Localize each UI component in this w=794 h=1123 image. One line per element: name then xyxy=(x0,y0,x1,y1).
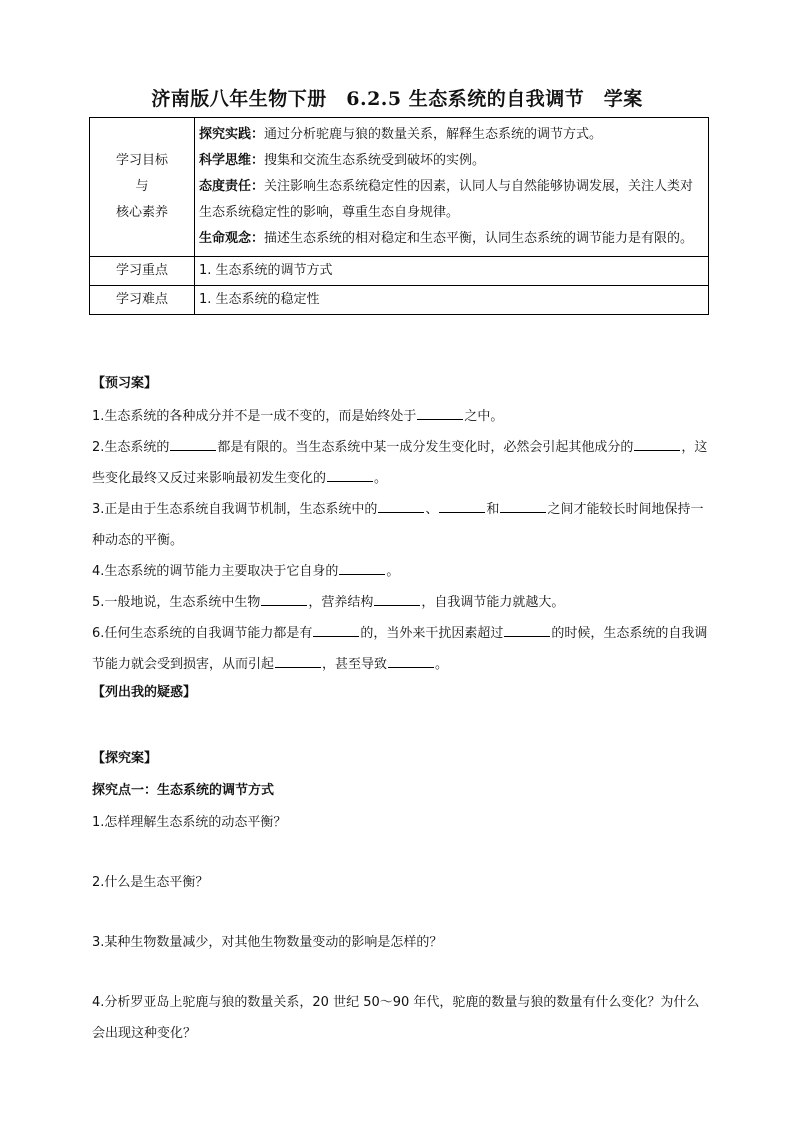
goals-label-line: 学习目标 xyxy=(115,153,168,168)
preview-section xyxy=(92,371,709,706)
answer-blank[interactable] xyxy=(275,653,321,668)
goals-table xyxy=(89,117,709,315)
preview-heading: 【预习案】 xyxy=(92,376,158,391)
goal-item: 探究实践：通过分析驼鹿与狼的数量关系，解释生态系统的调节方式。 xyxy=(199,127,603,142)
answer-blank[interactable] xyxy=(634,436,680,451)
goal-item: 科学思维：搜集和交流生态系统受到破坏的实例。 xyxy=(199,153,486,168)
preview-question: 4.生态系统的调节能力主要取决于它自身的 。 xyxy=(92,556,709,587)
answer-blank[interactable] xyxy=(500,498,546,513)
goals-content-cell xyxy=(195,118,709,257)
answer-blank[interactable] xyxy=(327,467,373,482)
explore-heading: 【探究案】 xyxy=(92,751,158,766)
goals-label-line: 核心素养 xyxy=(115,205,168,220)
goals-label-line: 与 xyxy=(135,179,149,194)
preview-question: 2.生态系统的 都是有限的。当生态系统中某一成分发生变化时，必然会引起其他成分的 ，这些变化最终又反过来影响最初发生变化的 。 xyxy=(92,432,709,494)
key-point-label: 学习重点 xyxy=(90,257,195,286)
explore-section xyxy=(92,746,709,1049)
answer-blank[interactable] xyxy=(374,591,420,606)
difficulty-label: 学习难点 xyxy=(90,286,195,315)
difficulty-value: 1. 生态系统的稳定性 xyxy=(195,286,709,315)
goal-item: 生命观念：描述生态系统的相对稳定和生态平衡，认同生态系统的调节能力是有限的。 xyxy=(199,231,694,246)
explore-question: 1.怎样理解生态系统的动态平衡？ xyxy=(92,815,287,830)
preview-question: 1.生态系统的各种成分并不是一成不变的，而是始终处于 之中。 xyxy=(92,401,709,432)
explore-question: 2.什么是生态平衡？ xyxy=(92,875,209,890)
answer-blank[interactable] xyxy=(339,560,385,575)
explore-question: 3.某种生物数量减少，对其他生物数量变动的影响是怎样的？ xyxy=(92,935,443,950)
answer-blank[interactable] xyxy=(313,622,359,637)
key-point-value: 1. 生态系统的调节方式 xyxy=(195,257,709,286)
answer-blank[interactable] xyxy=(170,436,216,451)
answer-blank[interactable] xyxy=(378,498,424,513)
answer-blank[interactable] xyxy=(439,498,485,513)
answer-blank[interactable] xyxy=(504,622,550,637)
answer-blank[interactable] xyxy=(417,405,463,420)
page-title: 济南版八年生物下册 6.2.5 生态系统的自我调节 学案 xyxy=(151,88,643,110)
goal-item: 态度责任：关注影响生态系统稳定性的因素，认同人与自然能够协调发展，关注人类对生态系统稳定性的影响，尊重生态自身规律。 xyxy=(199,179,694,220)
preview-question: 5.一般地说，生态系统中生物 ，营养结构 ，自我调节能力就越大。 xyxy=(92,587,709,618)
goals-label-cell xyxy=(90,118,195,257)
answer-blank[interactable] xyxy=(388,653,434,668)
preview-question: 3.正是由于生态系统自我调节机制，生态系统中的 、 和 之间才能较长时间地保持一种动态的平衡。 xyxy=(92,494,709,556)
preview-question: 6.任何生态系统的自我调节能力都是有 的，当外来干扰因素超过 的时候，生态系统的自我调节能力就会受到损害，从而引起 ，甚至导致 。 xyxy=(92,618,709,680)
explore-point-title: 探究点一：生态系统的调节方式 xyxy=(92,783,275,798)
answer-blank[interactable] xyxy=(261,591,307,606)
doubts-heading: 【列出我的疑惑】 xyxy=(92,685,197,700)
explore-question: 4.分析罗亚岛上驼鹿与狼的数量关系，20 世纪 50～90 年代，驼鹿的数量与狼的数量有什么变化？为什么会出现这种变化？ xyxy=(92,995,700,1041)
